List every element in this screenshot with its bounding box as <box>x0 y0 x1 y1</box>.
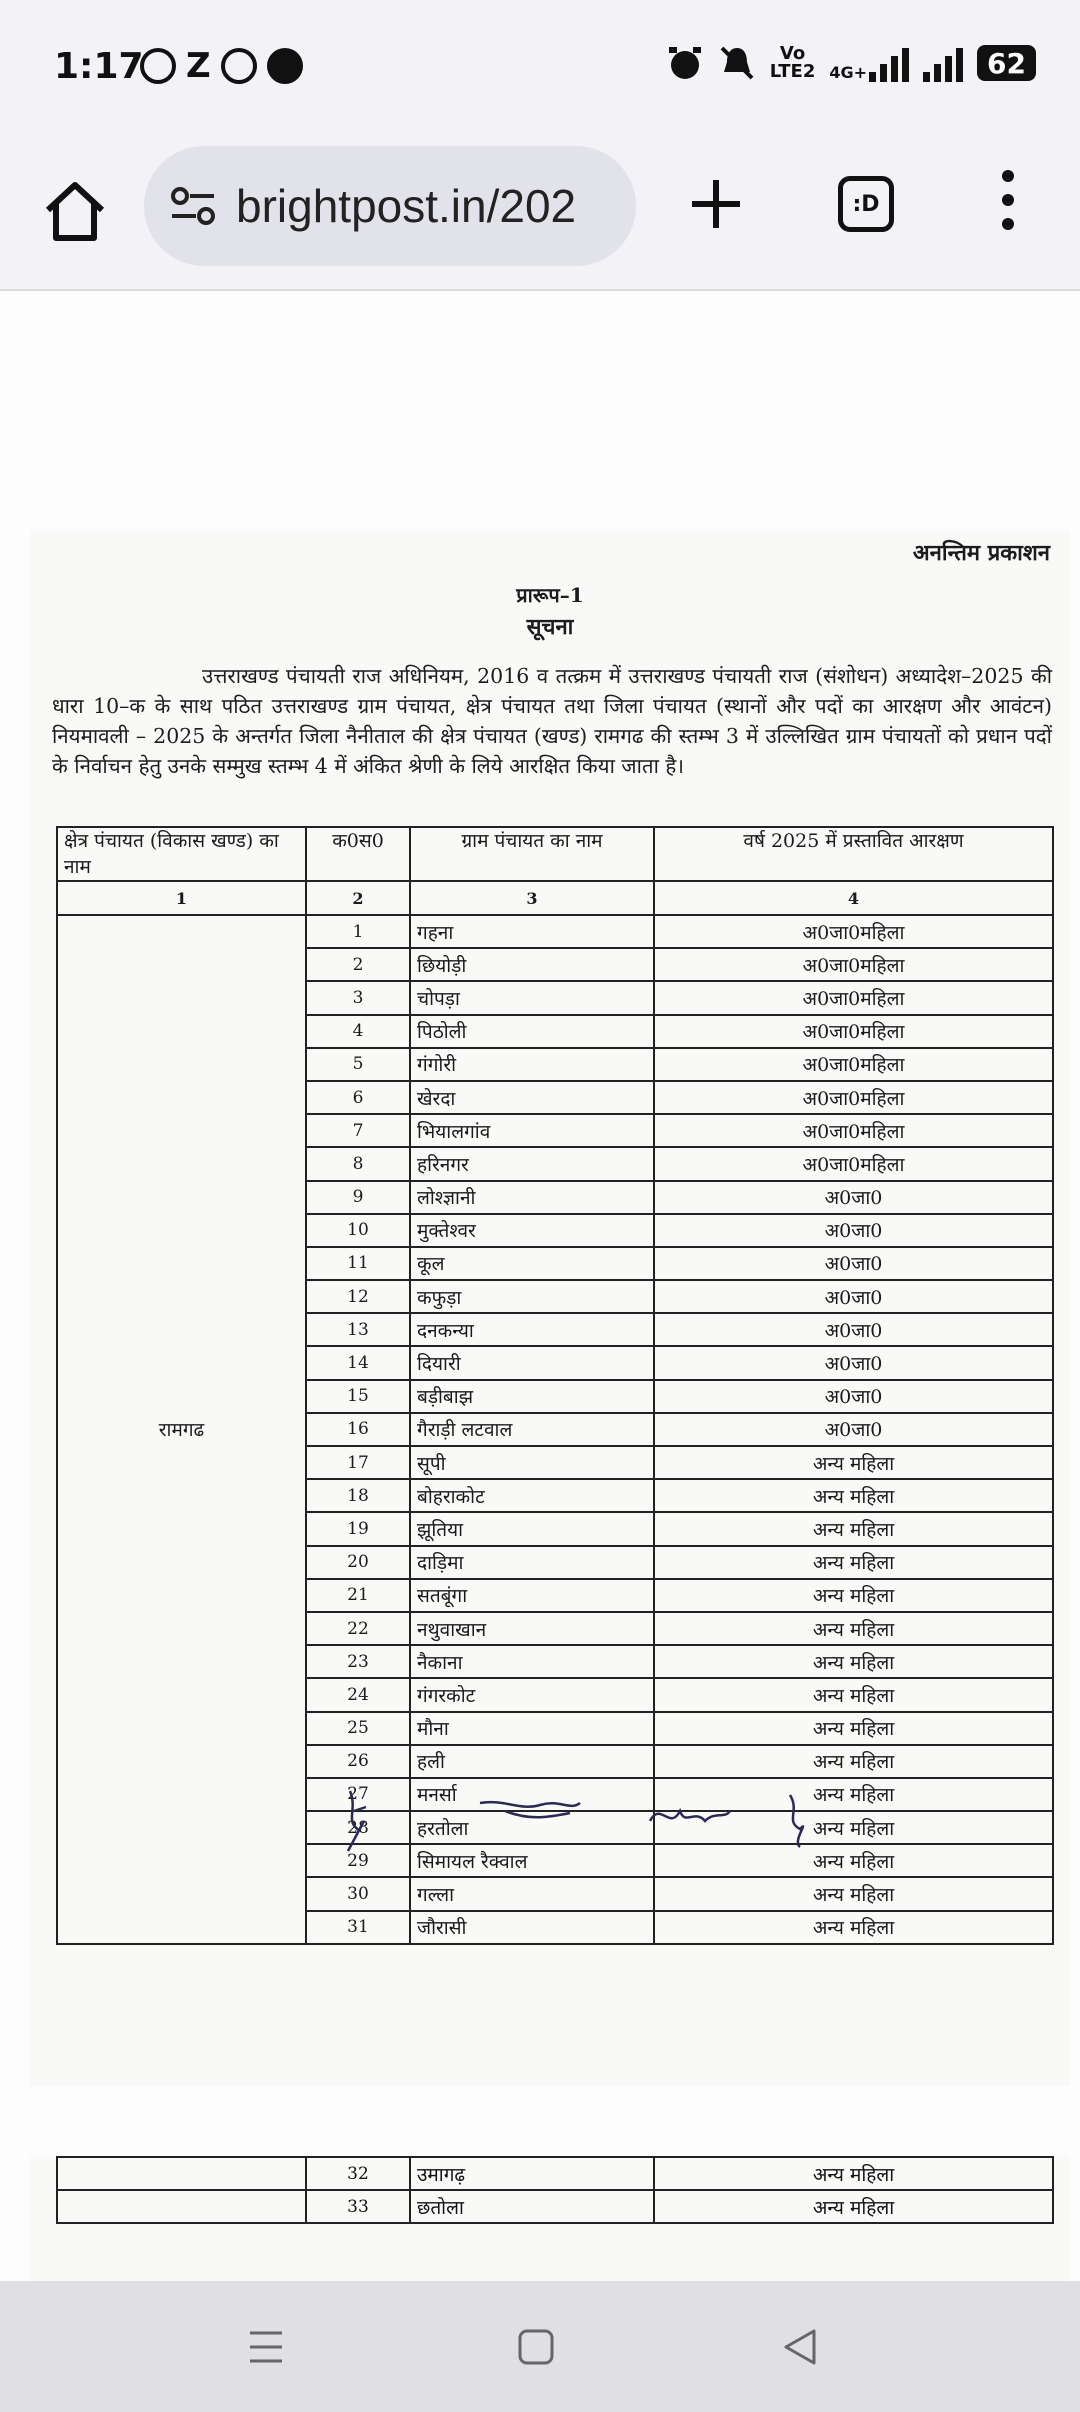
reservation-cell: अन्य महिला <box>654 1612 1053 1645</box>
table-row <box>57 2190 1053 2223</box>
serial-number-cell: 24 <box>306 1678 410 1711</box>
serial-number-cell: 12 <box>306 1280 410 1313</box>
table-row <box>57 915 1053 948</box>
serial-number-cell: 8 <box>306 1147 410 1180</box>
village-name-cell: गैराड़ी लटवाल <box>410 1413 654 1446</box>
chrome-icon <box>267 48 303 84</box>
village-name-cell: गंगरकोट <box>410 1678 654 1711</box>
village-name-cell: कूल <box>410 1247 654 1280</box>
serial-number-cell: 29 <box>306 1844 410 1877</box>
square-icon[interactable] <box>506 2317 566 2377</box>
tab-switcher-button[interactable]: :D <box>838 176 894 232</box>
reservation-cell: अन्य महिला <box>654 1678 1053 1711</box>
serial-number-cell: 19 <box>306 1512 410 1545</box>
menu-lines-icon[interactable] <box>236 2317 296 2377</box>
serial-number-cell: 1 <box>306 915 410 948</box>
header-reservation: वर्ष 2025 में प्रस्तावित आरक्षण <box>654 827 1053 881</box>
village-name-cell: बड़ीबाझ <box>410 1380 654 1413</box>
status-bar <box>0 0 1080 140</box>
url-text[interactable]: brightpost.in/202 <box>236 180 577 232</box>
reservation-cell: अन्य महिला <box>654 1546 1053 1579</box>
header-sn: क0स0 <box>306 827 410 881</box>
reservation-cell: अन्य महिला <box>654 1745 1053 1778</box>
village-name-cell: उमागढ़ <box>410 2157 654 2190</box>
table-header-row <box>57 827 1053 881</box>
serial-number-cell: 27 <box>306 1778 410 1811</box>
browser-toolbar <box>0 140 1080 290</box>
serial-number-cell: 23 <box>306 1645 410 1678</box>
reservation-cell: अन्य महिला <box>654 1712 1053 1745</box>
village-name-cell: दियारी <box>410 1346 654 1379</box>
village-name-cell: सूपी <box>410 1446 654 1479</box>
village-name-cell: छतोला <box>410 2190 654 2223</box>
reservation-cell: अ0जा0 <box>654 1413 1053 1446</box>
battery-icon: 62 <box>977 45 1036 81</box>
system-icons <box>666 44 1036 82</box>
serial-number-cell: 14 <box>306 1346 410 1379</box>
serial-number-cell: 16 <box>306 1413 410 1446</box>
village-name-cell: बोहराकोट <box>410 1479 654 1512</box>
reservation-cell: अन्य महिला <box>654 1446 1053 1479</box>
notice-title: सूचना <box>526 614 574 640</box>
village-name-cell: झूतिया <box>410 1512 654 1545</box>
reservation-cell: अ0जा0 <box>654 1380 1053 1413</box>
signal-4g-icon: 4G+ <box>829 44 909 82</box>
notification-icons <box>140 48 303 84</box>
reservation-cell: अ0जा0 <box>654 1346 1053 1379</box>
reservation-cell: अ0जा0महिला <box>654 1147 1053 1180</box>
village-name-cell: हरिनगर <box>410 1147 654 1180</box>
reservation-cell: अन्य महिला <box>654 1645 1053 1678</box>
reservation-cell: अन्य महिला <box>654 2190 1053 2223</box>
reservation-table-continued <box>56 2156 1054 2224</box>
reservation-cell: अन्य महिला <box>654 1844 1053 1877</box>
serial-number-cell: 5 <box>306 1048 410 1081</box>
serial-number-cell: 30 <box>306 1877 410 1910</box>
colnum-1: 1 <box>57 881 306 915</box>
notice-paragraph: उत्तराखण्ड पंचायती राज अधिनियम, 2016 व तत्क्रम में उत्तराखण्ड पंचायती राज (संशोधन) अध्यादेश–2025 की धारा 10–क के साथ पठित उत्तराखण्ड ग्राम पंचायत, क्षेत्र पंचायत तथा जिला पंचायत (स्थानों और पदों का आरक्षण और आवंटन) नियमावली – 2025 के अन्तर्गत जिला नैनीताल की क्षेत्र पंचायत (खण्ड) रामगढ की स्तम्भ 3 में उल्लिखित ग्राम पंचायतों को प्रधान पदों के निर्वाचन हेतु उनके सम्मुख स्तम्भ 4 में अंकित श्रेणी के लिये आरक्षित किया जाता है। <box>52 664 1052 778</box>
reservation-cell: अन्य महिला <box>654 1479 1053 1512</box>
triangle-back-icon[interactable] <box>770 2317 830 2377</box>
reservation-cell: अ0जा0महिला <box>654 915 1053 948</box>
block-name-cell: रामगढ <box>57 915 306 1944</box>
serial-number-cell: 10 <box>306 1214 410 1247</box>
serial-number-cell: 7 <box>306 1114 410 1147</box>
status-time: 1:17 <box>54 46 144 87</box>
village-name-cell: गहना <box>410 915 654 948</box>
serial-number-cell: 6 <box>306 1081 410 1114</box>
serial-number-cell: 15 <box>306 1380 410 1413</box>
final-publication-label: अनन्तिम प्रकाशन <box>912 540 1050 566</box>
village-name-cell: खेरदा <box>410 1081 654 1114</box>
z-app-icon: Z <box>186 46 211 86</box>
reservation-cell: अ0जा0महिला <box>654 1081 1053 1114</box>
village-name-cell: पिठोली <box>410 1015 654 1048</box>
home-icon[interactable] <box>40 176 110 246</box>
signal-icon <box>923 44 963 82</box>
village-name-cell: मौना <box>410 1712 654 1745</box>
table-body-2 <box>57 2157 1053 2223</box>
village-name-cell: हरतोला <box>410 1811 654 1844</box>
mute-icon <box>718 44 756 82</box>
reservation-cell: अन्य महिला <box>654 1512 1053 1545</box>
serial-number-cell: 4 <box>306 1015 410 1048</box>
reservation-cell: अ0जा0महिला <box>654 948 1053 981</box>
block-name-cell <box>57 2157 306 2190</box>
village-name-cell: मुक्तेश्वर <box>410 1214 654 1247</box>
reservation-cell: अ0जा0 <box>654 1181 1053 1214</box>
serial-number-cell: 21 <box>306 1579 410 1612</box>
more-vert-icon[interactable] <box>996 170 1020 242</box>
village-name-cell: नथुवाखान <box>410 1612 654 1645</box>
reservation-cell: अ0जा0 <box>654 1313 1053 1346</box>
village-name-cell: लोश्ज्ञानी <box>410 1181 654 1214</box>
form-title: प्रारूप–1 <box>516 583 584 607</box>
tune-icon[interactable] <box>168 184 218 228</box>
village-name-cell: मनर्सा <box>410 1778 654 1811</box>
colnum-4: 4 <box>654 881 1053 915</box>
serial-number-cell: 9 <box>306 1181 410 1214</box>
serial-number-cell: 26 <box>306 1745 410 1778</box>
document-page <box>30 531 1070 2086</box>
village-name-cell: सिमायल रैक्वाल <box>410 1844 654 1877</box>
serial-number-cell: 20 <box>306 1546 410 1579</box>
block-name-cell <box>57 2190 306 2223</box>
village-name-cell: गल्ला <box>410 1877 654 1910</box>
plus-icon[interactable] <box>686 174 746 234</box>
village-name-cell: जौरासी <box>410 1911 654 1944</box>
table-row <box>57 2157 1053 2190</box>
serial-number-cell: 28 <box>306 1811 410 1844</box>
village-name-cell: गंगोरी <box>410 1048 654 1081</box>
village-name-cell: हली <box>410 1745 654 1778</box>
village-name-cell: चोपड़ा <box>410 981 654 1014</box>
reservation-cell: अन्य महिला <box>654 1911 1053 1944</box>
reservation-cell: अन्य महिला <box>654 2157 1053 2190</box>
serial-number-cell: 33 <box>306 2190 410 2223</box>
reservation-cell: अ0जा0महिला <box>654 981 1053 1014</box>
header-block: क्षेत्र पंचायत (विकास खण्ड) का नाम <box>57 827 306 881</box>
village-name-cell: छियोड़ी <box>410 948 654 981</box>
reservation-cell: अन्य महिला <box>654 1811 1053 1844</box>
reservation-cell: अन्य महिला <box>654 1579 1053 1612</box>
navigation-bar <box>0 2281 1080 2412</box>
serial-number-cell: 25 <box>306 1712 410 1745</box>
serial-number-cell: 18 <box>306 1479 410 1512</box>
address-bar[interactable] <box>144 146 636 266</box>
volte-icon: Vo LTE2 <box>769 43 816 82</box>
header-village: ग्राम पंचायत का नाम <box>410 827 654 881</box>
signatures <box>330 1781 850 1861</box>
colnum-2: 2 <box>306 881 410 915</box>
serial-number-cell: 22 <box>306 1612 410 1645</box>
alarm-icon <box>666 44 704 82</box>
village-name-cell: भियालगांव <box>410 1114 654 1147</box>
village-name-cell: नैकाना <box>410 1645 654 1678</box>
reservation-table <box>56 826 1054 1945</box>
serial-number-cell: 17 <box>306 1446 410 1479</box>
serial-number-cell: 13 <box>306 1313 410 1346</box>
reservation-cell: अ0जा0 <box>654 1280 1053 1313</box>
reservation-cell: अन्य महिला <box>654 1778 1053 1811</box>
village-name-cell: दाड़िमा <box>410 1546 654 1579</box>
village-name-cell: कफुड़ा <box>410 1280 654 1313</box>
whatsapp-icon <box>140 48 176 84</box>
reservation-cell: अन्य महिला <box>654 1877 1053 1910</box>
village-name-cell: सतबूंगा <box>410 1579 654 1612</box>
whatsapp-icon <box>221 48 257 84</box>
serial-number-cell: 11 <box>306 1247 410 1280</box>
reservation-cell: अ0जा0 <box>654 1247 1053 1280</box>
reservation-cell: अ0जा0महिला <box>654 1015 1053 1048</box>
reservation-cell: अ0जा0महिला <box>654 1048 1053 1081</box>
village-name-cell: दनकन्या <box>410 1313 654 1346</box>
serial-number-cell: 32 <box>306 2157 410 2190</box>
serial-number-cell: 2 <box>306 948 410 981</box>
reservation-cell: अ0जा0 <box>654 1214 1053 1247</box>
colnum-3: 3 <box>410 881 654 915</box>
reservation-cell: अ0जा0महिला <box>654 1114 1053 1147</box>
document-viewer[interactable] <box>0 291 1080 2281</box>
serial-number-cell: 3 <box>306 981 410 1014</box>
column-number-row <box>57 881 1053 915</box>
serial-number-cell: 31 <box>306 1911 410 1944</box>
